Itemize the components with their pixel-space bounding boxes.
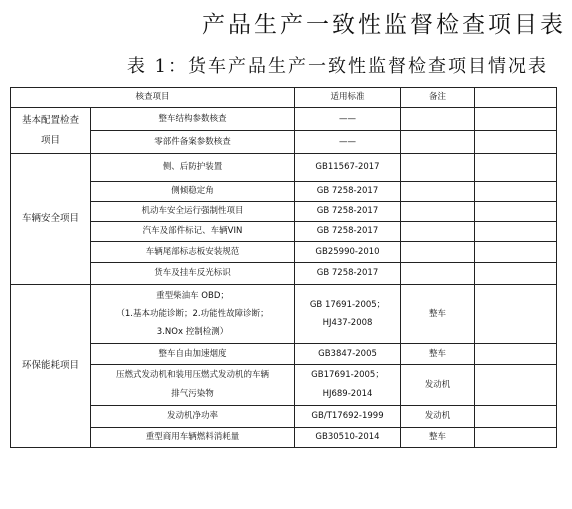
item-cell: 发动机净功率 xyxy=(91,406,295,428)
standard-line: GB17691-2005； xyxy=(311,370,384,380)
note-cell xyxy=(401,202,475,222)
item-line: 3.NOx 控制检测） xyxy=(156,326,229,337)
note-cell: 整车 xyxy=(401,285,475,344)
empty-cell xyxy=(475,222,557,242)
table-row xyxy=(11,365,557,406)
standard-line: HJ689-2014 xyxy=(322,389,373,399)
standard-cell xyxy=(295,365,401,406)
note-cell: 整车 xyxy=(401,344,475,365)
standard-cell: GB 7258-2017 xyxy=(295,222,401,242)
table-row xyxy=(11,242,557,263)
standard-cell: GB 7258-2017 xyxy=(295,263,401,285)
item-cell: 侧、后防护装置 xyxy=(91,154,295,182)
note-cell: 整车 xyxy=(401,428,475,448)
item-cell: 货车及挂车反光标识 xyxy=(91,263,295,285)
empty-cell xyxy=(475,263,557,285)
table-row xyxy=(11,344,557,365)
item-cell xyxy=(91,285,295,344)
item-line: 排气污染物 xyxy=(171,389,214,399)
table-row xyxy=(11,182,557,202)
header-item: 核查项目 xyxy=(11,88,295,108)
standard-cell: GB 7258-2017 xyxy=(295,202,401,222)
standard-cell: GB30510-2014 xyxy=(295,428,401,448)
note-cell: 发动机 xyxy=(401,365,475,406)
table-header-row xyxy=(11,88,557,108)
header-empty xyxy=(475,88,557,108)
note-cell: 发动机 xyxy=(401,406,475,428)
header-note: 备注 xyxy=(401,88,475,108)
category-cell: 车辆安全项目 xyxy=(11,154,91,285)
empty-cell xyxy=(475,428,557,448)
item-line: 压燃式发动机和装用压燃式发动机的车辆 xyxy=(116,370,270,380)
table-row xyxy=(11,222,557,242)
empty-cell xyxy=(475,108,557,131)
standard-cell xyxy=(295,285,401,344)
item-cell: 重型商用车辆燃料消耗量 xyxy=(91,428,295,448)
standard-cell: —— xyxy=(295,131,401,154)
note-cell xyxy=(401,263,475,285)
standard-cell: GB/T17692-1999 xyxy=(295,406,401,428)
table-row xyxy=(11,406,557,428)
item-cell: 整车自由加速烟度 xyxy=(91,344,295,365)
item-line: （1.基本功能诊断；2.功能性故障诊断； xyxy=(116,308,269,319)
standard-cell: GB3847-2005 xyxy=(295,344,401,365)
note-cell xyxy=(401,131,475,154)
table-row xyxy=(11,108,557,131)
table-row xyxy=(11,202,557,222)
note-cell xyxy=(401,108,475,131)
item-cell: 机动车安全运行强制性项目 xyxy=(91,202,295,222)
category-cell: 环保能耗项目 xyxy=(11,285,91,448)
empty-cell xyxy=(475,182,557,202)
note-cell xyxy=(401,154,475,182)
item-line: 重型柴油车 OBD； xyxy=(156,290,229,301)
page-title: 产品生产一致性监督检查项目表 xyxy=(202,12,566,38)
note-cell xyxy=(401,222,475,242)
category-cell: 基本配置检查项目 xyxy=(11,108,91,154)
standard-line: HJ437-2008 xyxy=(322,317,373,328)
empty-cell xyxy=(475,131,557,154)
table-row xyxy=(11,131,557,154)
empty-cell xyxy=(475,344,557,365)
empty-cell xyxy=(475,154,557,182)
empty-cell xyxy=(475,365,557,406)
item-cell: 侧倾稳定角 xyxy=(91,182,295,202)
inspection-items-table xyxy=(10,87,557,448)
note-cell xyxy=(401,182,475,202)
standard-line: GB 17691-2005； xyxy=(309,299,386,310)
standard-cell: GB11567-2017 xyxy=(295,154,401,182)
empty-cell xyxy=(475,406,557,428)
note-cell xyxy=(401,242,475,263)
item-cell: 整车结构参数核查 xyxy=(91,108,295,131)
empty-cell xyxy=(475,242,557,263)
table-row xyxy=(11,263,557,285)
item-cell: 车辆尾部标志板安装规范 xyxy=(91,242,295,263)
empty-cell xyxy=(475,285,557,344)
item-cell: 零部件备案参数核查 xyxy=(91,131,295,154)
standard-cell: GB 7258-2017 xyxy=(295,182,401,202)
table-caption: 表 1：货车产品生产一致性监督检查项目情况表 xyxy=(126,56,548,77)
empty-cell xyxy=(475,202,557,222)
item-cell: 汽车及部件标记、车辆VIN xyxy=(91,222,295,242)
standard-cell: —— xyxy=(295,108,401,131)
standard-cell: GB25990-2010 xyxy=(295,242,401,263)
item-cell xyxy=(91,365,295,406)
table-row xyxy=(11,285,557,344)
table-row xyxy=(11,428,557,448)
header-standard: 适用标准 xyxy=(295,88,401,108)
table-row xyxy=(11,154,557,182)
